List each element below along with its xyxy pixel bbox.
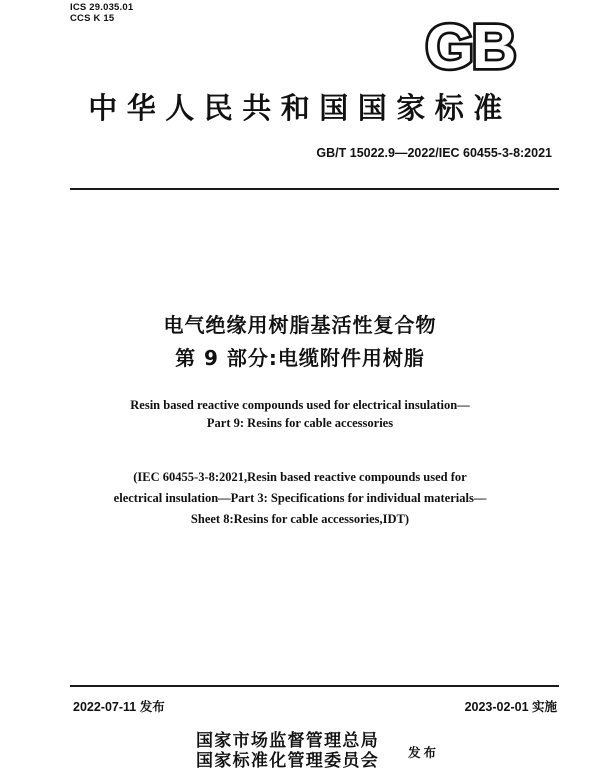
equivalence-line-1: (IEC 60455-3-8:2021,Resin based reactive compounds used for: [133, 470, 467, 484]
equivalence-line-2: electrical insulation—Part 3: Specifications for individual materials—: [113, 491, 487, 505]
classification-codes: [70, 2, 133, 24]
english-title-line-1: Resin based reactive compounds used for electrical insulation—: [130, 398, 470, 412]
top-divider: [70, 188, 559, 190]
gb-logo: [412, 18, 528, 72]
issue-date: 2022-07-11 发布: [73, 700, 165, 714]
publish-label: 发布: [408, 745, 440, 760]
implementation-date: 2023-02-01 实施: [464, 700, 557, 714]
issuing-authorities: [196, 731, 379, 771]
bottom-divider: [70, 685, 559, 687]
national-standard-title: 中华人民共和国国家标准: [88, 91, 512, 125]
issuer-samr: 国家市场监督管理总局: [196, 731, 379, 751]
standard-number: GB/T 15022.9—2022/IEC 60455-3-8:2021: [316, 146, 552, 160]
equivalence-line-3: Sheet 8:Resins for cable accessories,IDT): [190, 512, 410, 526]
chinese-title-line-2: 第 9 部分:电缆附件用树脂: [175, 346, 425, 370]
ics-code: ICS 29.035.01: [70, 2, 134, 13]
chinese-title-line-1: 电气绝缘用树脂基活性复合物: [163, 313, 437, 337]
ccs-code: CCS K 15: [70, 13, 115, 24]
issuer-sac: 国家标准化管理委员会: [196, 751, 379, 771]
english-title-line-2: Part 9: Resins for cable accessories: [206, 416, 394, 430]
gb-logo-text: GB: [425, 18, 515, 72]
